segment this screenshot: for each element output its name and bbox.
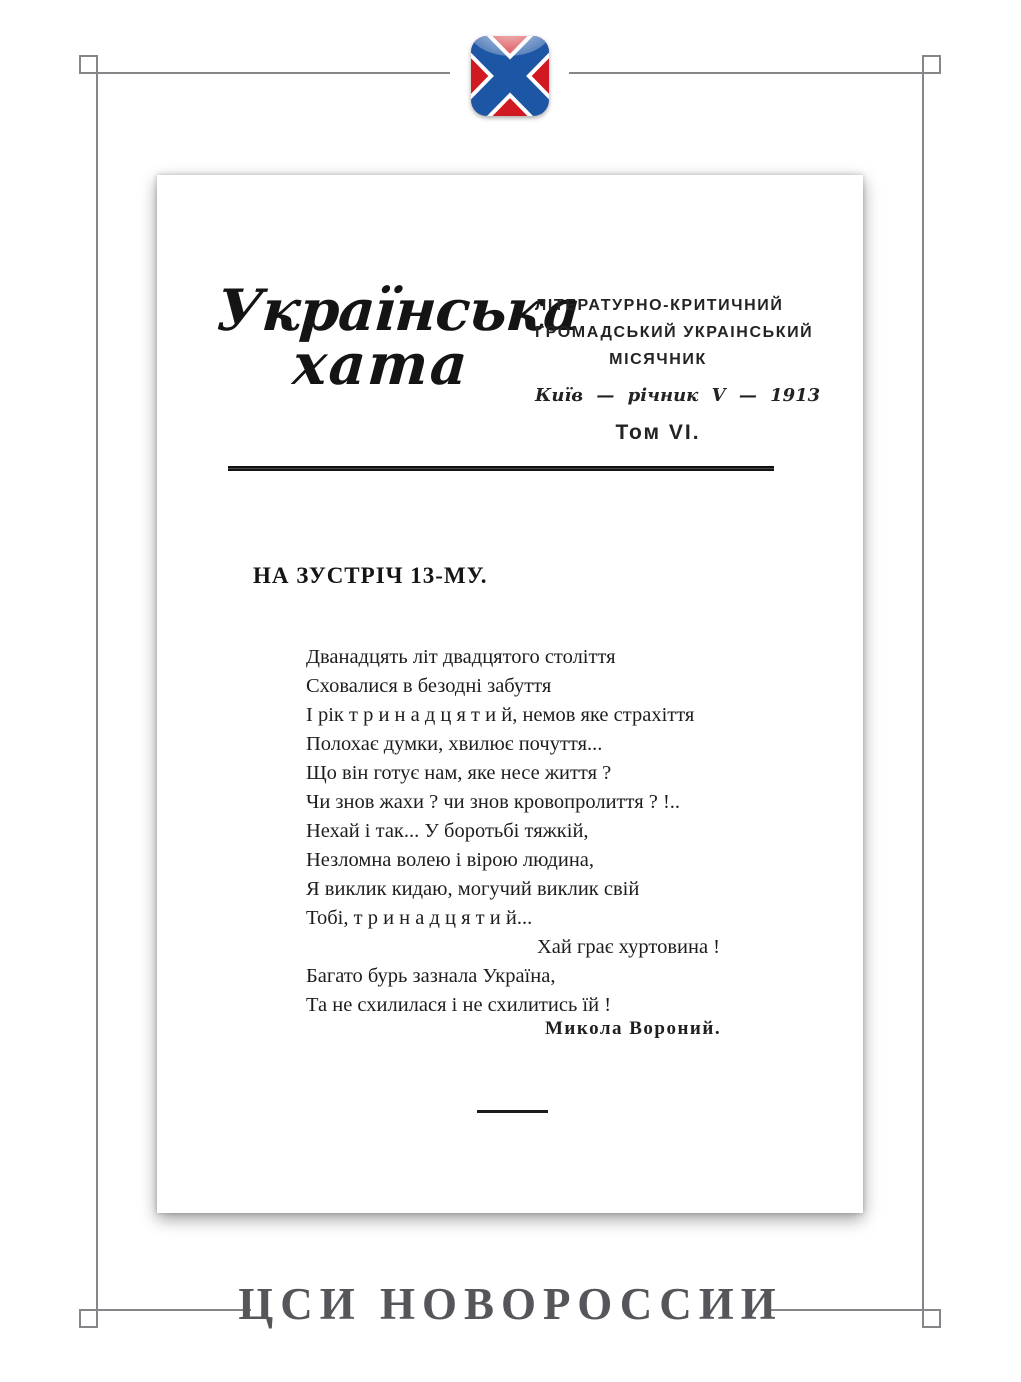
poem-line-indented: Хай грає хуртовина ! <box>537 936 720 958</box>
poem-line: Чи знов жахи ? чи знов кровопролиття ? !.. <box>306 791 681 813</box>
author-signature: Микола Вороний. <box>545 1018 722 1039</box>
poem-line: Дванадцять літ двадцятого століття <box>306 646 616 668</box>
frame-corner-square-top-left <box>79 55 98 74</box>
end-divider-dash <box>477 1110 548 1113</box>
masthead-subtitle-line1: ЛІТЕРАТУРНО-КРИТИЧНИЙ <box>535 297 784 314</box>
frame-corner-square-top-right <box>922 55 941 74</box>
poem-line: Багато бурь зазнала Україна, <box>306 965 556 987</box>
frame-right-line <box>922 72 924 1311</box>
frame-left-line <box>96 72 98 1311</box>
masthead-title <box>211 277 582 398</box>
masthead-subtitle-line3: МІСЯЧНИК <box>609 351 707 368</box>
article-heading: НА ЗУСТРІЧ 13-МУ. <box>253 563 488 588</box>
poem-line: Та не схилилася і не схилитись їй ! <box>306 994 612 1016</box>
poem-line: Незломна волею і вірою людина, <box>306 849 595 871</box>
frame-top-left-segment <box>96 72 450 74</box>
poem-line: Сховалися в безодні забуття <box>306 675 552 697</box>
poem-line: Полохає думки, хвилює почуття... <box>306 733 603 755</box>
novorossiya-flag-icon <box>471 36 549 116</box>
masthead-subtitle-line2: ГРОМАДСЬКИЙ УКРАІНСЬКИЙ <box>535 324 814 341</box>
poem-line: Нехай і так... У боротьбі тяжкій, <box>306 820 589 842</box>
poem-line: Що він готує нам, яке несе життя ? <box>306 762 612 784</box>
logo-gloss-highlight <box>471 36 549 116</box>
masthead-volume-label: Том VI. <box>615 421 701 444</box>
poem-line: Я виклик кидаю, могучий виклик свій <box>306 878 640 900</box>
poem <box>306 643 720 1020</box>
poem-line: Тобі, т р и н а д ц я т и й... <box>306 907 533 929</box>
masthead-title-line2: хата <box>290 331 472 398</box>
masthead-subtitle-block <box>535 292 821 445</box>
masthead-rule <box>228 466 774 471</box>
masthead-issue-line: Київ — річник V — 1913 <box>535 385 821 406</box>
masthead-title-line1: Українська <box>214 277 582 344</box>
footer-brand: ЦСИ НОВОРОССИИ <box>238 1279 783 1329</box>
frame-top-right-segment <box>569 72 923 74</box>
poem-line: І рік т р и н а д ц я т и й, немов яке страхіття <box>306 704 695 726</box>
journal-page-scan <box>157 175 863 1213</box>
